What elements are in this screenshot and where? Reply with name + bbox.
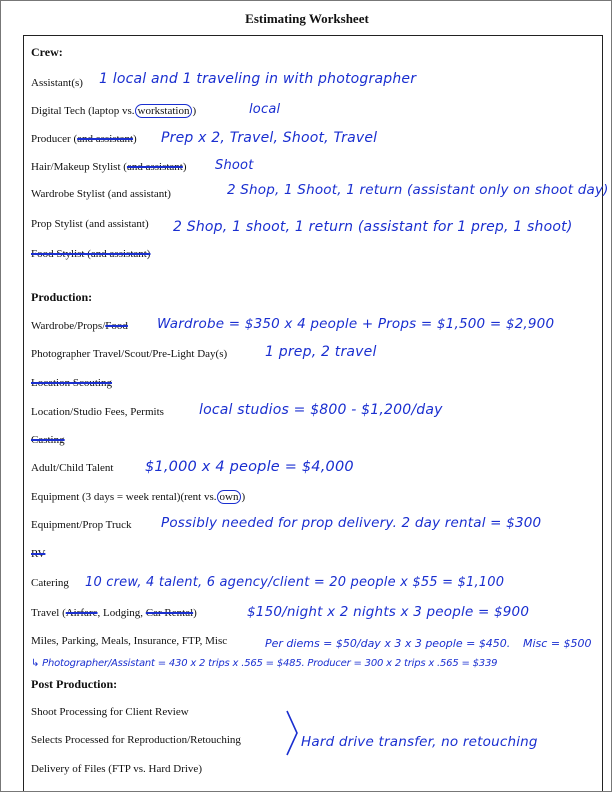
producer-note: Prep x 2, Travel, Shoot, Travel (161, 130, 378, 146)
section-crew: Crew: (31, 45, 63, 59)
photographer-travel-label: Photographer Travel/Scout/Pre-Light Day(s) (31, 348, 228, 360)
prop-stylist-note: 2 Shop, 1 shoot, 1 return (assistant for 1 prep, 1 shoot) (173, 219, 573, 235)
hair-makeup-label: Hair/Makeup Stylist (and assistant) (31, 161, 187, 173)
page-title: Estimating Worksheet (245, 11, 369, 26)
per-diem-note: Per diems = $50/day x 3 x 3 people = $450. (265, 637, 511, 650)
casting-label: Casting (31, 434, 65, 446)
catering-label: Catering (31, 577, 69, 589)
food-stylist-label: Food Stylist (and assistant) (31, 248, 151, 260)
assistant-label: Assistant(s) (31, 77, 83, 89)
digital-tech-label: Digital Tech (laptop vs. workstation ) (31, 105, 197, 117)
post-note: Hard drive transfer, no retouching (301, 734, 538, 750)
wardrobe-props-note: Wardrobe = $350 x 4 people + Props = $1,500 = $2,900 (157, 316, 555, 332)
delivery-label: Delivery of Files (FTP vs. Hard Drive) (31, 763, 202, 775)
location-scouting-label: Location Scouting (31, 377, 112, 389)
processing-label: Shoot Processing for Client Review (31, 706, 189, 718)
mileage-note: ↳ Photographer/Assistant = 430 x 2 trips x .565 = $485. Producer = 300 x 2 trips x .565 = $339 (31, 658, 498, 669)
digital-tech-note: local (249, 102, 281, 117)
travel-note: $150/night x 2 nights x 3 people = $900 (247, 604, 530, 620)
brace-mark (285, 709, 299, 757)
section-production: Production: (31, 290, 93, 304)
selects-label: Selects Processed for Reproduction/Retouching (31, 734, 241, 746)
location-fees-note: local studios = $800 - $1,200/day (199, 402, 443, 418)
location-fees-label: Location/Studio Fees, Permits (31, 406, 164, 418)
producer-label: Producer (and assistant) (31, 133, 137, 145)
miles-label: Miles, Parking, Meals, Insurance, FTP, Misc (31, 635, 228, 647)
talent-note: $1,000 x 4 people = $4,000 (145, 459, 354, 475)
wardrobe-props-label: Wardrobe/Props/Food (31, 320, 128, 332)
rv-label: RV (31, 548, 46, 560)
assistant-note: 1 local and 1 traveling in with photographer (99, 71, 417, 87)
wardrobe-stylist-label: Wardrobe Stylist (and assistant) (31, 188, 171, 200)
equipment-label: Equipment (3 days = week rental)(rent vs. own ) (31, 491, 246, 503)
talent-label: Adult/Child Talent (31, 462, 114, 474)
own-circled: own (217, 490, 242, 504)
prop-stylist-label: Prop Stylist (and assistant) (31, 218, 149, 230)
hair-makeup-note: Shoot (215, 158, 254, 173)
photographer-travel-note: 1 prep, 2 travel (265, 344, 377, 360)
catering-note: 10 crew, 4 talent, 6 agency/client = 20 people x $55 = $1,100 (85, 575, 505, 590)
truck-note: Possibly needed for prop delivery. 2 day rental = $300 (161, 515, 542, 531)
workstation-circled: workstation (135, 104, 193, 118)
misc-note: Misc = $500 (523, 637, 592, 650)
section-post-production: Post Production: (31, 677, 118, 691)
wardrobe-stylist-note: 2 Shop, 1 Shoot, 1 return (assistant only on shoot day) (227, 182, 609, 198)
travel-label: Travel (Airfare, Lodging, Car Rental) (31, 607, 197, 619)
truck-label: Equipment/Prop Truck (31, 519, 132, 531)
